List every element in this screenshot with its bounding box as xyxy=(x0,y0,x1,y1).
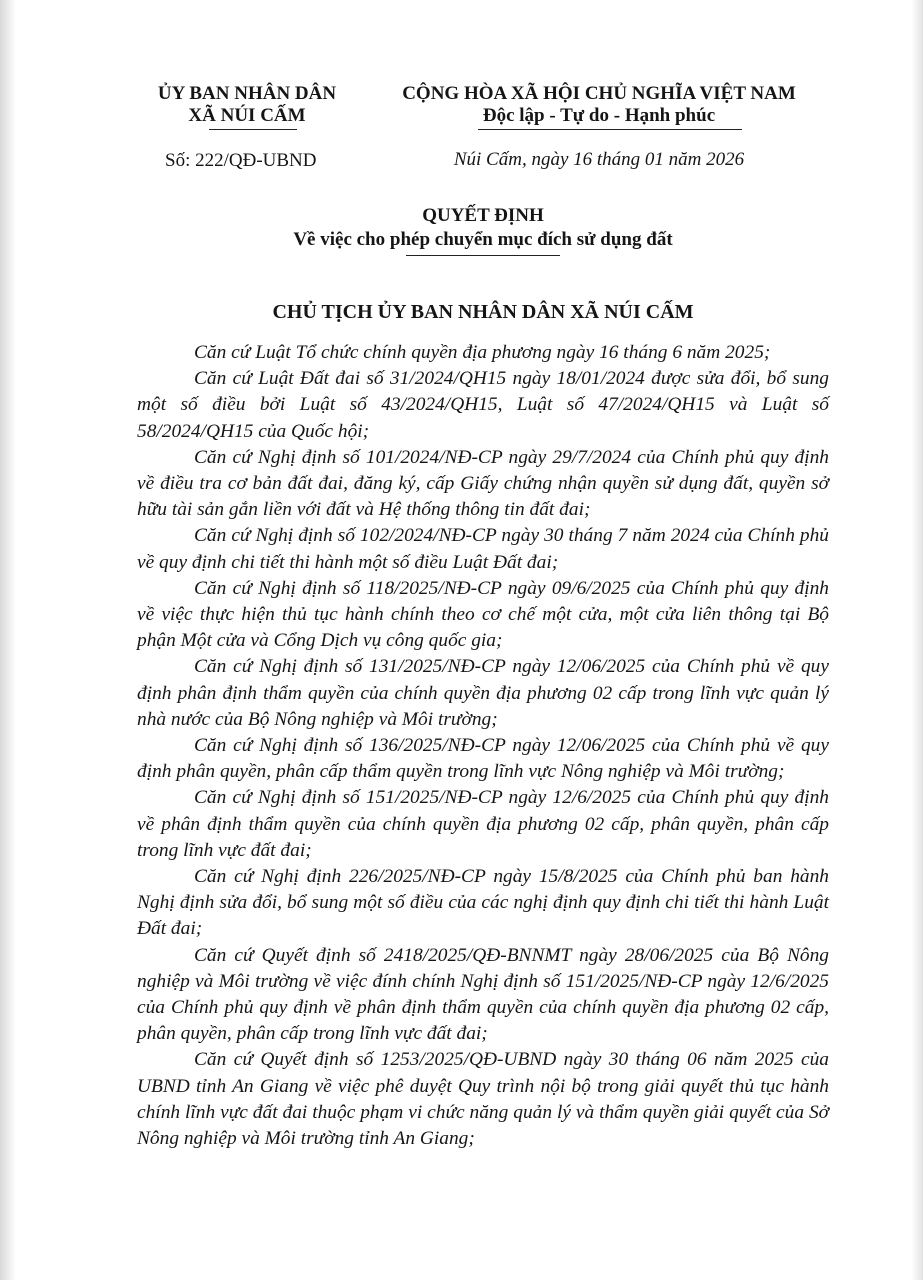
national-motto: Độc lập - Tự do - Hạnh phúc xyxy=(482,105,716,126)
legal-basis-7: Căn cứ Nghị định số 136/2025/NĐ-CP ngày 12/06/2025 của Chính phủ về quy định phân quyền, phân cấp thẩm quyền trong lĩnh vực Nông nghiệp và Môi trường; xyxy=(137,735,829,783)
legal-basis-6: Căn cứ Nghị định số 131/2025/NĐ-CP ngày 12/06/2025 của Chính phủ về quy định phân định thẩm quyền của chính quyền địa phương 02 cấp trong lĩnh vực quản lý nhà nước của Bộ Nông nghiệp và Môi trường; xyxy=(137,656,829,730)
agency-underline xyxy=(209,129,297,130)
legal-basis-2: Căn cứ Luật Đất đai số 31/2024/QH15 ngày 18/01/2024 được sửa đổi, bổ sung một số điều bởi Luật số 43/2024/QH15, Luật số 47/2024/QH15 và Luật số 58/2024/QH15 của Quốc hội; xyxy=(137,368,829,442)
legal-basis-8: Căn cứ Nghị định số 151/2025/NĐ-CP ngày 12/6/2025 của Chính phủ quy định về phân định thẩm quyền của chính quyền địa phương 02 cấp, phân quyền, phân cấp trong lĩnh vực đất đai; xyxy=(137,787,829,861)
decision-title: QUYẾT ĐỊNH xyxy=(422,205,544,226)
document-number: Số: 222/QĐ-UBND xyxy=(165,150,317,171)
motto-underline xyxy=(478,129,742,130)
national-title: CỘNG HÒA XÃ HỘI CHỦ NGHĨA VIỆT NAM xyxy=(402,83,796,104)
issuing-authority: CHỦ TỊCH ỦY BAN NHÂN DÂN XÃ NÚI CẤM xyxy=(272,301,694,323)
place-date: Núi Cấm, ngày 16 tháng 01 năm 2026 xyxy=(453,149,745,170)
legal-basis-4: Căn cứ Nghị định số 102/2024/NĐ-CP ngày 30 tháng 7 năm 2024 của Chính phủ về quy định chi tiết thi hành một số điều Luật Đất đai; xyxy=(137,525,829,573)
agency-subname: XÃ NÚI CẤM xyxy=(188,105,306,126)
page-edge-shadow-left xyxy=(0,0,16,1280)
legal-basis-9: Căn cứ Nghị định 226/2025/NĐ-CP ngày 15/8/2025 của Chính phủ ban hành Nghị định sửa đổi, bổ sung một số điều của các nghị định quy định chi tiết thi hành Luật Đất đai; xyxy=(137,866,829,940)
legal-basis-11: Căn cứ Quyết định số 1253/2025/QĐ-UBND ngày 30 tháng 06 năm 2025 của UBND tỉnh An Giang về việc phê duyệt Quy trình nội bộ trong giải quyết thủ tục hành chính lĩnh vực đất đai thuộc phạm vi chức năng quản lý và thẩm quyền giải quyết của Sở Nông nghiệp và Môi trường tỉnh An Giang; xyxy=(137,1049,829,1150)
legal-basis-5: Căn cứ Nghị định số 118/2025/NĐ-CP ngày 09/6/2025 của Chính phủ quy định về việc thực hiện thủ tục hành chính theo cơ chế một cửa, một cửa liên thông tại Bộ phận Một cửa và Cổng Dịch vụ công quốc gia; xyxy=(137,577,829,652)
legal-bases xyxy=(137,340,829,1152)
subject-underline xyxy=(406,255,560,256)
legal-basis-10: Căn cứ Quyết định số 2418/2025/QĐ-BNNMT ngày 28/06/2025 của Bộ Nông nghiệp và Môi trường về việc đính chính Nghị định số 151/2025/NĐ-CP ngày 12/6/2025 của Chính phủ quy định về phân định thẩm quyền của chính quyền địa phương 02 cấp, phân quyền, phân cấp trong lĩnh vực đất đai; xyxy=(137,944,829,1045)
agency-name: ỦY BAN NHÂN DÂN xyxy=(157,83,337,104)
page-edge-shadow-right xyxy=(911,0,923,1280)
legal-basis-3: Căn cứ Nghị định số 101/2024/NĐ-CP ngày 29/7/2024 của Chính phủ quy định về điều tra cơ bản đất đai, đăng ký, cấp Giấy chứng nhận quyền sử dụng đất, quyền sở hữu tài sản gắn liền với đất và Hệ thống thông tin đất đai; xyxy=(137,446,829,521)
decision-subject: Về việc cho phép chuyển mục đích sử dụng đất xyxy=(293,229,673,250)
legal-basis-1: Căn cứ Luật Tổ chức chính quyền địa phương ngày 16 tháng 6 năm 2025; xyxy=(194,342,771,363)
